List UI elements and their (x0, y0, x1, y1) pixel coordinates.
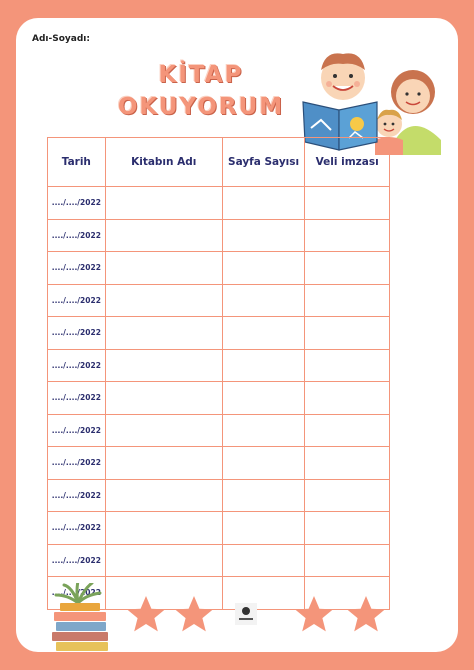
signature-cell[interactable] (305, 349, 390, 382)
column-header-page-count: Sayfa Sayısı (222, 138, 305, 187)
date-cell: ..../..../2022 (48, 284, 106, 317)
reading-log-table (47, 137, 390, 610)
page-count-cell[interactable] (222, 544, 305, 577)
date-cell: ..../..../2022 (48, 187, 106, 220)
signature-cell[interactable] (305, 219, 390, 252)
table-row (48, 187, 390, 220)
table-row (48, 284, 390, 317)
title-line-1: KİTAP (158, 62, 244, 88)
star-icon (175, 596, 213, 631)
page-count-cell[interactable] (222, 512, 305, 545)
table-row (48, 414, 390, 447)
title-line-2: OKUYORUM (117, 94, 285, 120)
page-count-cell[interactable] (222, 447, 305, 480)
date-cell: ..../..../2022 (48, 544, 106, 577)
date-cell: ..../..../2022 (48, 414, 106, 447)
table-row (48, 479, 390, 512)
table-row (48, 349, 390, 382)
signature-cell[interactable] (305, 382, 390, 415)
star-icon (347, 596, 385, 631)
book-name-cell[interactable] (105, 382, 222, 415)
page-count-cell[interactable] (222, 317, 305, 350)
date-cell: ..../..../2022 (48, 382, 106, 415)
table-row (48, 512, 390, 545)
table-row (48, 252, 390, 285)
date-cell: ..../..../2022 (48, 479, 106, 512)
date-cell: ..../..../2022 (48, 447, 106, 480)
page-count-cell[interactable] (222, 414, 305, 447)
page-count-cell[interactable] (222, 252, 305, 285)
book-name-cell[interactable] (105, 187, 222, 220)
page-count-cell[interactable] (222, 187, 305, 220)
book-name-cell[interactable] (105, 479, 222, 512)
signature-cell[interactable] (305, 284, 390, 317)
signature-cell[interactable] (305, 187, 390, 220)
book-name-cell[interactable] (105, 544, 222, 577)
table-header-row (48, 138, 390, 187)
page-count-cell[interactable] (222, 479, 305, 512)
star-icon (127, 596, 165, 631)
table-row (48, 219, 390, 252)
book-name-cell[interactable] (105, 414, 222, 447)
signature-cell[interactable] (305, 544, 390, 577)
book-name-cell[interactable] (105, 447, 222, 480)
page-count-cell[interactable] (222, 284, 305, 317)
signature-cell[interactable] (305, 447, 390, 480)
date-cell: ..../..../2022 (48, 317, 106, 350)
date-cell: ..../..../2022 (48, 219, 106, 252)
page-count-cell[interactable] (222, 219, 305, 252)
page-count-cell[interactable] (222, 382, 305, 415)
star-icon (295, 596, 333, 631)
table-row (48, 382, 390, 415)
book-name-cell[interactable] (105, 284, 222, 317)
book-name-cell[interactable] (105, 349, 222, 382)
book-name-cell[interactable] (105, 252, 222, 285)
signature-cell[interactable] (305, 479, 390, 512)
signature-cell[interactable] (305, 512, 390, 545)
signature-cell[interactable] (305, 414, 390, 447)
name-label: Adı-Soyadı: (32, 34, 90, 44)
table-row (48, 317, 390, 350)
date-cell: ..../..../2022 (48, 252, 106, 285)
book-name-cell[interactable] (105, 512, 222, 545)
table-row (48, 447, 390, 480)
book-name-cell[interactable] (105, 219, 222, 252)
book-stack-icon (52, 583, 108, 651)
footer-decoration (16, 583, 458, 652)
signature-cell[interactable] (305, 252, 390, 285)
date-cell: ..../..../2022 (48, 349, 106, 382)
worksheet (16, 18, 458, 652)
signature-cell[interactable] (305, 317, 390, 350)
date-cell: ..../..../2022 (48, 577, 106, 610)
page-count-cell[interactable] (222, 349, 305, 382)
column-header-book-name: Kitabın Adı (105, 138, 222, 187)
column-header-date: Tarih (48, 138, 106, 187)
book-name-cell[interactable] (105, 317, 222, 350)
column-header-parent-signature: Veli imzası (305, 138, 390, 187)
logo-stamp (235, 603, 257, 625)
date-cell: ..../..../2022 (48, 512, 106, 545)
table-row (48, 544, 390, 577)
